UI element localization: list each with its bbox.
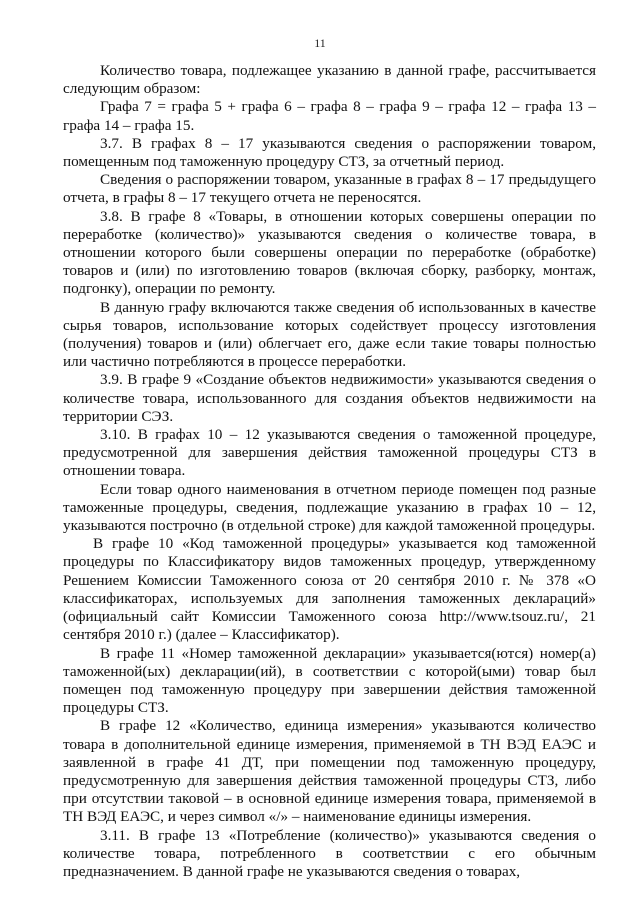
paragraph-formula: Графа 7 = графа 5 + графа 6 – графа 8 – графа 9 – графа 12 – графа 13 – графа 14 – графа 15. [63,98,596,134]
page-number: 11 [314,36,326,50]
paragraph-raw-materials: В данную графу включаются также сведения об использованных в качестве сырья товаров, использование которых содействует процессу изготовления (получения) товаров и (или) облегчает его, даже если такие товары полностью или частично потребляются в процессе переработки. [63,298,596,371]
paragraph-3-10: 3.10. В графах 10 – 12 указываются сведения о таможенной процедуре, предусмотренной для завершения действия таможенной процедуры СТЗ в отношении товара. [63,426,596,480]
paragraph-quantity-calculation: Количество товара, подлежащее указанию в данной графе, рассчитывается следующим образом: [63,62,596,98]
document-body [63,62,596,881]
paragraph-3-8: 3.8. В графе 8 «Товары, в отношении которых совершены операции по переработке (количество)» указываются сведения о количестве товара, в отношении которого были совершены операции по переработке (обработке) товаров и (или) по изготовлению товаров (включая сборку, разборку, монтаж, подгонку), операции по ремонту. [63,207,596,298]
paragraph-multiple-procedures: Если товар одного наименования в отчетном периоде помещен под разные таможенные процедуры, сведения, подлежащие указанию в графах 10 – 12, указываются построчно (в отдельной строке) для каждой таможенной процедуры. [63,480,596,535]
paragraph-disposal-info: Сведения о распоряжении товаром, указанные в графах 8 – 17 предыдущего отчета, в графы 8 – 17 текущего отчета не переносятся. [63,171,596,207]
paragraph-column-11: В графе 11 «Номер таможенной декларации» указывается(ются) номер(а) таможенной(ых) декларации(ий), в соответствии с которой(ыми) товар был помещен под таможенную процедуру при завершении действия таможенной процедуры СТЗ. [63,644,596,717]
paragraph-column-12: В графе 12 «Количество, единица измерения» указываются количество товара в дополнительной единице измерения, применяемой в ТН ВЭД ЕАЭС и заявленной в графе 41 ДТ, при помещении под таможенную процедуру, предусмотренную для завершения действия таможенной процедуры СТЗ, либо при отсутствии таковой – в основной единице измерения товара, применяемой в ТН ВЭД ЕАЭС, и через символ «/» – наименование единицы измерения. [63,717,596,826]
paragraph-3-9: 3.9. В графе 9 «Создание объектов недвижимости» указываются сведения о количестве товара, использованного для создания объектов недвижимости на территории СЭЗ. [63,371,596,425]
paragraph-column-10: В графе 10 «Код таможенной процедуры» указывается код таможенной процедуры по Классификатору видов таможенных процедур, утвержденному Решением Комиссии Таможенного союза от 20 сентября 2010 г. № 378 «О классификаторах, используемых для заполнения таможенных деклараций» (официальный сайт Комиссии Таможенного союза http://www.tsouz.ru/, 21 сентября 2010 г.) (далее – Классификатор). [63,535,596,644]
paragraph-3-11: 3.11. В графе 13 «Потребление (количество)» указываются сведения о количестве товара, потребленного в соответствии с его обычным предназначением. В данной графе не указываются сведения о товарах, [63,826,596,880]
paragraph-3-7: 3.7. В графах 8 – 17 указываются сведения о распоряжении товаром, помещенным под таможенную процедуру СТЗ, за отчетный период. [63,134,596,171]
